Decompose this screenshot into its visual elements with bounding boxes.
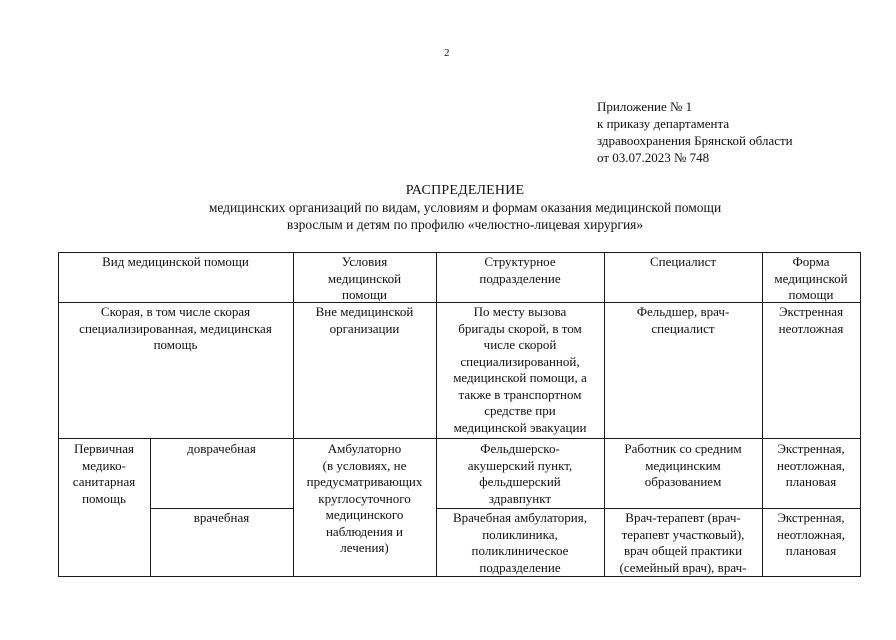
prevrach-specialist: Работник со средним медицинским образованием <box>624 441 742 489</box>
appendix-line: к приказу департамента <box>597 116 730 131</box>
document-subtitle-line: взрослым и детям по профилю «челюстно-лицевая хирургия» <box>286 217 644 232</box>
vrach-specialist: Врач-терапевт (врач- терапевт участковый), врач общей практики (семейный врач), врач- <box>619 510 747 575</box>
emergency-unit: По месту вызова бригады скорой, в том числе скорой специализированной, медицинской помощи, а также в транспортном средстве при медицинской эвакуации <box>453 304 587 435</box>
emergency-form: Экстренная неотложная <box>778 304 844 336</box>
table-border <box>58 252 59 577</box>
vrach-subtype: врачебная <box>193 510 250 525</box>
emergency-specialist: Фельдшер, врач- специалист <box>636 304 730 336</box>
table-border <box>150 508 293 509</box>
primary-care-type: Первичная медико- санитарная помощь <box>72 441 136 506</box>
appendix-line: от 03.07.2023 № 748 <box>597 150 710 165</box>
document-heading <box>0 182 896 233</box>
emergency-conditions: Вне медицинской организации <box>315 304 414 336</box>
header-type: Вид медицинской помощи <box>102 254 249 269</box>
header-unit: Структурное подразделение <box>479 254 561 286</box>
prevrach-subtype: доврачебная <box>187 441 256 456</box>
table-border <box>58 252 861 253</box>
document-title: РАСПРЕДЕЛЕНИЕ <box>405 183 525 198</box>
vrach-unit: Врачебная амбулатория, поликлиника, поликлиническое подразделение <box>453 510 587 575</box>
header-conditions: Условия медицинской помощи <box>327 254 402 302</box>
table-border <box>860 252 861 577</box>
page-number: 2 <box>444 47 450 59</box>
appendix-line: здравоохранения Брянской области <box>597 133 793 148</box>
primary-care-conditions: Амбулаторно (в условиях, не предусматривающих круглосуточного медицинского наблюдения и лечения) <box>306 441 423 555</box>
table-border <box>150 438 151 577</box>
table-border <box>58 576 861 577</box>
distribution-table <box>58 252 861 577</box>
prevrach-unit: Фельдшерско- акушерский пункт, фельдшерский здравпункт <box>467 441 573 506</box>
header-form: Форма медицинской помощи <box>774 254 848 302</box>
emergency-type: Скорая, в том числе скорая специализированная, медицинская помощь <box>79 304 272 352</box>
appendix-line: Приложение № 1 <box>597 99 693 114</box>
vrach-form: Экстренная, неотложная, плановая <box>776 510 845 558</box>
appendix-block <box>597 98 793 166</box>
table-border <box>58 302 861 303</box>
table-border <box>58 438 861 439</box>
document-subtitle-line: медицинских организаций по видам, условиям и формам оказания медицинской помощи <box>208 200 722 215</box>
header-specialist: Специалист <box>649 254 717 269</box>
table-border <box>436 508 861 509</box>
prevrach-form: Экстренная, неотложная, плановая <box>776 441 845 489</box>
